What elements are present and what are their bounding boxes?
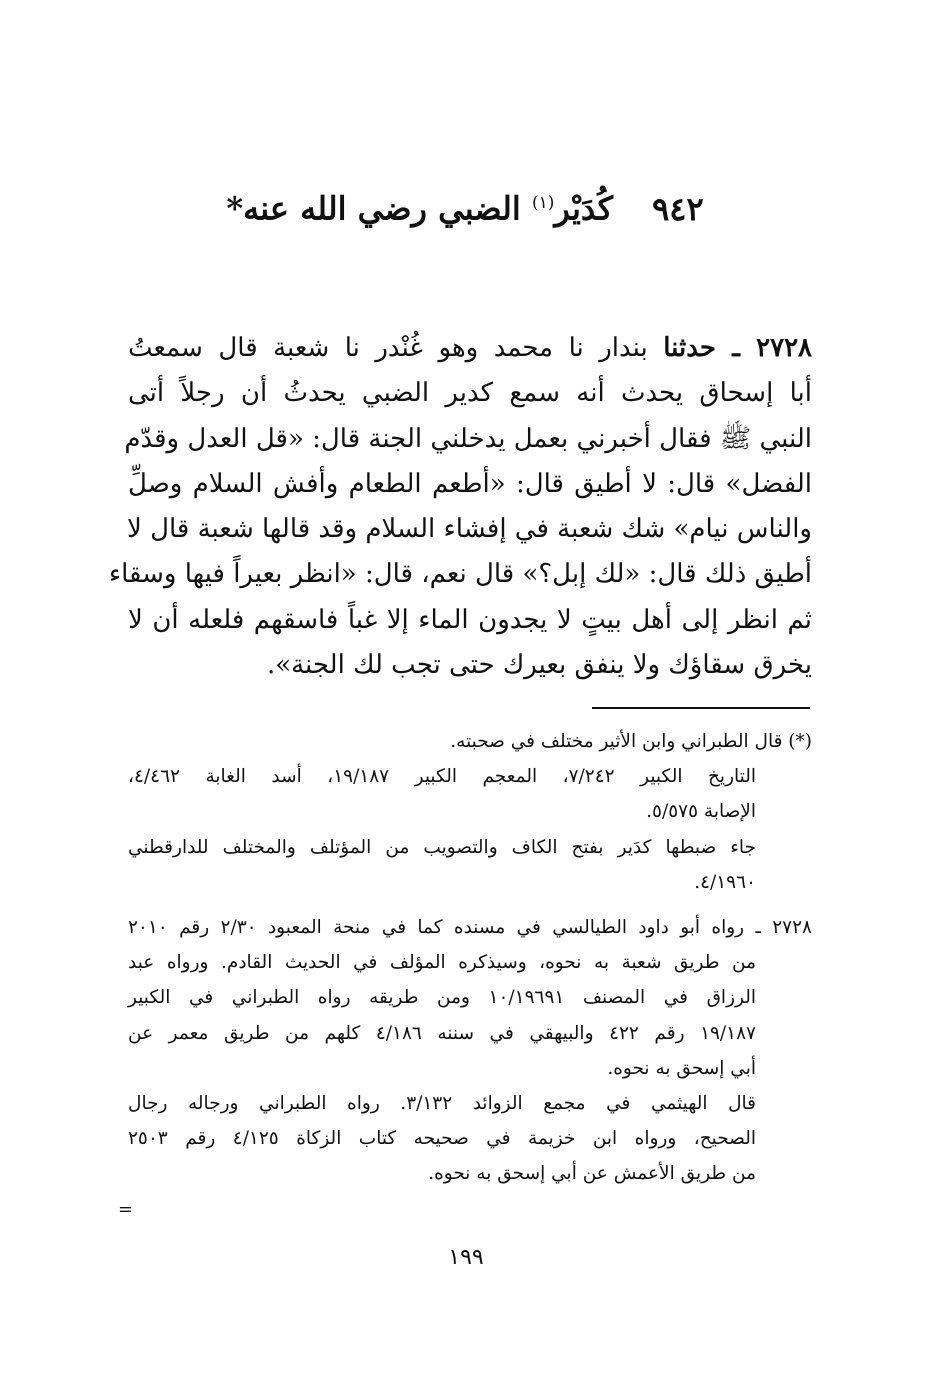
hadith-line: الفضل» قال: لا أطيق قال: «أطعم الطعام وأفش السلام وصلِّ [128, 468, 812, 499]
hadith-line: أطيق ذلك قال: «لك إبل؟» قال نعم، قال: «انظر بعيراً فيها وسقاء [108, 559, 812, 590]
hadith-text [108, 326, 812, 688]
hadith-line: النبي ﷺ فقال أخبرني بعمل يدخلني الجنة قال: «قل العدل وقدّم [124, 423, 812, 454]
footnote-line: الرزاق في المصنف ١٠/١٩٦٩١ ومن طريقه رواه الطبراني في الكبير [128, 987, 756, 1009]
companion-name: كُدَيْر [554, 189, 613, 228]
footnote-line: من طريق شعبة به نحوه، وسيذكره المؤلف في الحديث القادم. ورواه عبد [128, 952, 756, 974]
footnote-line: الإصابة ٥/٥٧٥. [646, 801, 756, 823]
footnote-line: من طريق الأعمش عن أبي إسحق به نحوه. [428, 1163, 756, 1185]
hadith-line: ثم انظر إلى أهل بيتٍ لا يجدون الماء إلا غباً فاسقهم فلعله أن لا [128, 604, 812, 635]
footnote-line: ٢٧٢٨ ـ رواه أبو داود الطيالسي في مسنده كما في منحة المعبود ٢/٣٠ رقم ٢٠١٠ [128, 917, 812, 939]
page-number: ١٩٩ [448, 1245, 484, 1270]
heading-rest: الضبي رضي الله عنه* [226, 189, 521, 228]
footnote-ref: (١) [531, 193, 555, 213]
footnote-line: ٤/١٩٦٠. [694, 871, 756, 893]
continuation-mark: = [118, 1199, 134, 1220]
footnote-line: (*) قال الطبراني وابن الأثير مختلف في صحبته. [450, 731, 812, 752]
footnote-separator [592, 707, 810, 709]
chapter-number: ٩٤٢ [652, 189, 704, 228]
hadith-line: والناس نيام» شك شعبة في إفشاء السلام وقد قالها شعبة قال لا [127, 514, 812, 545]
footnote-line: أبي إسحق به نحوه. [607, 1057, 756, 1079]
footnote-line: الصحيح، ورواه ابن خزيمة في صحيحه كتاب الزكاة ٤/١٢٥ رقم ٢٥٠٣ [128, 1128, 756, 1150]
footnote-line: ١٩/١٨٧ رقم ٤٢٢ والبيهقي في سننه ٤/١٨٦ كلهم من طريق معمر عن [128, 1022, 756, 1044]
footnote-line: جاء ضبطها كدَير بفتح الكاف والتصويب من المؤتلف والمختلف للدارقطني [128, 836, 756, 858]
hadith-line: أبا إسحاق يحدث أنه سمع كدير الضبي يحدثُ أن رجلاً أتى [128, 378, 812, 409]
footnote-line: التاريخ الكبير ٧/٢٤٢، المعجم الكبير ١٩/١٨٧، أسد الغابة ٤/٤٦٢، [128, 766, 756, 788]
hadith-line: ٢٧٢٨ ـ حدثنا بندار نا محمد وهو غُنْدر نا شعبة قال سمعتُ [128, 333, 812, 363]
footnote-line: قال الهيثمي في مجمع الزوائد ٣/١٣٢. رواه الطبراني ورجاله رجال [128, 1093, 757, 1115]
hadith-line: يخرق سقاؤك ولا ينفق بعيرك حتى تجب لك الجنة». [266, 650, 812, 681]
footnotes [128, 724, 812, 1192]
chapter-heading [120, 178, 810, 234]
